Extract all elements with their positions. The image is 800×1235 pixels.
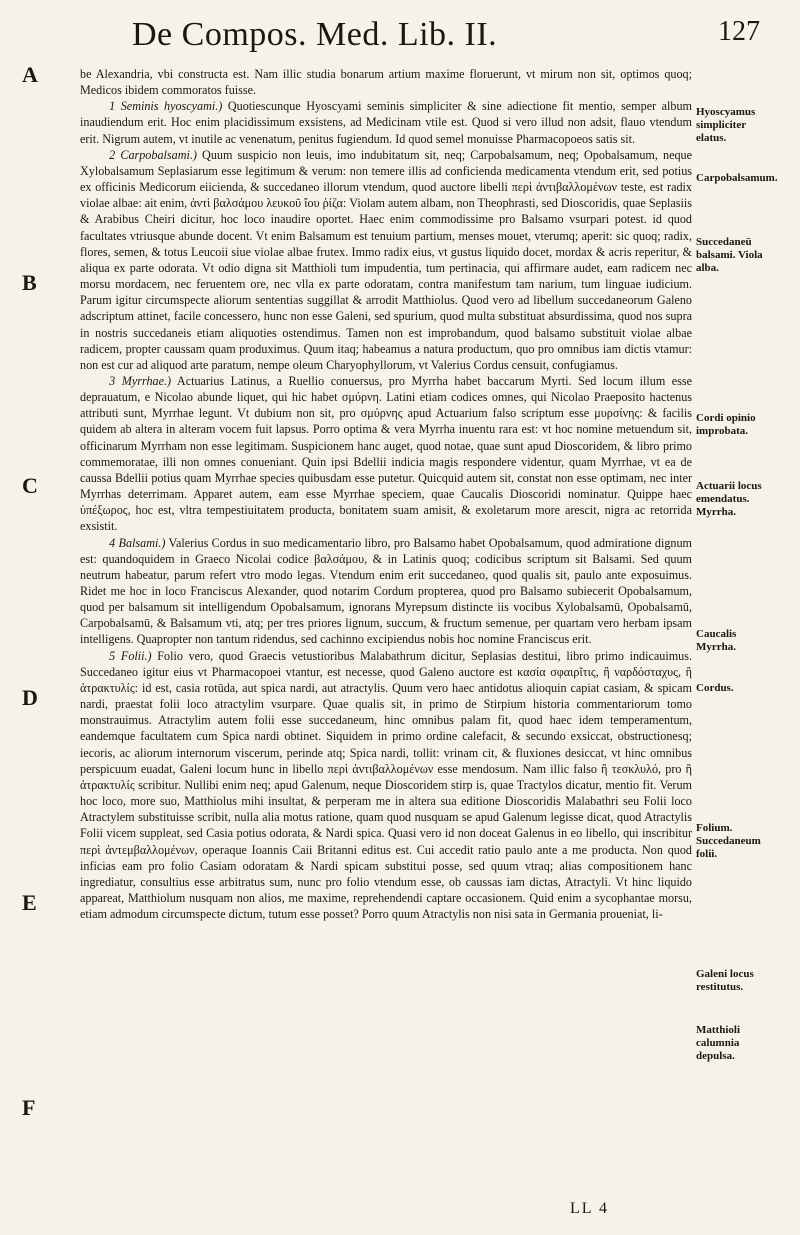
page-header	[80, 10, 760, 62]
section-letter-a: A	[22, 62, 38, 87]
margin-note-galeni-locus: Galeni locus restitutus.	[696, 968, 754, 993]
section-letter-e: E	[22, 890, 37, 915]
page-number: 127	[718, 16, 760, 47]
margin-note-folium: Folium. Succedaneum folii.	[696, 822, 761, 860]
paragraph-lemma: 5 Folii.)	[109, 648, 152, 663]
paragraph-lemma: 2 Carpobalsami.)	[109, 147, 197, 162]
paragraph-myrrhae	[80, 373, 692, 535]
body-text	[80, 66, 692, 922]
margin-note-matthioli: Matthioli calumnia depulsa.	[696, 1024, 740, 1062]
section-letter-c: C	[22, 473, 38, 498]
paragraph-balsami	[80, 535, 692, 648]
paragraph-folii	[80, 648, 692, 923]
paragraph-text: Valerius Cordus in suo medicamentario libro, pro Balsamo habet Opobalsamum, quod admiratione dignum est: quandoquidem in Graeco Nicolai codice βαλσάμου, & in Latinis quoq; codicibus scriptum sit Balsami. Sed quum neutrum habeatur, parum refert vtro modo legas. Vtendum enim erit succedaneo, quod qualis sit, paulo ante exposuimus. Ridet me hoc in loco Franciscus Alexander, quod notarim Cordum propterea, quod pro Balsamo subiecerit Opobalsamum, quod per balsamum sit intelligendum Opobalsamum, ignorans Myrepsum distincte iis vocibus Xylobalsamū, Opobalsamū, Carpobalsamū, & Balsamum vti, atq; per tres priores lignum, succum, & fructum semenue, per quartam vero herbam ipsam intelligens. Quapropter non tantum ridendus, sed cachinno excipiendus nobis hoc nomine Franciscus erit.	[80, 535, 692, 647]
signature-mark: LL 4	[570, 1200, 609, 1217]
paragraph-text: Actuarius Latinus, a Ruellio conuersus, pro Myrrha habet baccarum Myrti. Sed locum illum esse deprauatum, e Nicolao abunde liquet, qui hic habet σμύρνη. Latini etiam codices omnes, qui Nicolao Praeposito hactenus attributi sunt, Myrrhae legunt. Vt dubium non sit, pro σμύρνης apud Actuarium falso scriptum esse μυρσίνης: & facilis quidem ab altera in alteram vocem fuit lapsus. Porro optima & vera Myrrha inuentu rara est: vt hoc nomine metuendum sit, officinarum Myrrham non esse legitimam. Suspicionem hanc auget, quod notae, quae sunt apud Dioscoridem, & libro primo commemoratae, illi non omnes conueniant. Quin ipsi Bdellii indicia magis respondere videntur, quam Myrrhae, vt ea de caussa Bdellii potius quam Myrrhae species quibusdam esse putetur. Quicquid autem sit, constat non esse optimam, nec inter Myrrhas deterrimam. Apparet autem, eam esse Myrrhae speciem, quae Caucalis Dioscoridi nominatur. Quippe haec ὑπέξωρος, hoc est, vltra tempestiuitatem producta, bonitatem suam amisit, & exoletarum more arescit, nigra ac retorrida exsistit.	[80, 373, 693, 534]
paragraph-text: Quotiescunque Hyoscyami seminis simpliciter & sine adiectione fit mentio, semper album inaudiendum erit. Hoc enim placidissimum exsistens, ad Medicinam vtile est. Quod si vero illud non adsit, flauo vtendum erit. Nigrum autem, vt inutile ac venenatum, penitus fugiendum. Id quod semel monuisse Pharmacopoeos satis sit.	[80, 99, 692, 146]
paragraph-text: Quum suspicio non leuis, imo indubitatum sit, neq; Carpobalsamum, neq; Opobalsamum, neque Xylobalsamum Seplasiarum esse legitimum & verum: non temere illis ad conficienda medicamenta vtendum erit, sed potius ex officinis Medicorum eiicienda, & succedaneo illorum vtendum, quod auctore libelli περὶ ἀντιβαλλομένων teste, est radix violae albae: ait enim, ἀντὶ βαλσάμου λευκοῦ ἴου ῥίζα: Violam autem albam, non Theophrasti, sed Dioscoridis, quae Seplasiis & Arabibus Cheiri dicitur, hoc loco inaudire oportet. Haec enim commodissime pro Balsamo vsurpari potest. id quod facultates vtriusque abunde docent. Vt enim Balsamum est tenuium partium, menses mouet, vterumq; aperit: sic quoq; radix, flores, semen, & totus Leucoii siue violae albae frutex. Immo radix eius, vt gustus liquido docet, mordax & acris reperitur, & aliqua ex parte odorata. Vt odio digna sit Matthioli tum impudentia, tum pertinacia, qui affirmare audet, eam radicem nec morsu mordacem, nec feruentem ore, nec vlla ex parte odoratam, contra manifestum tam narium, tum linguae iudicium. Parum igitur circumspecte aliorum sententias suggillat & arrodit Matthiolus. Quod vero ad libellum succedaneorum Galeno adscriptum attinet, facile concessero, hunc non esse Galeni, sed spurium, quod multa substituat absurdissima, quod nos supra in nostris succedaneis etiam aliquoties ostendimus. Tamen non est improbandum, quod balsamo substituit violae albae radicem, propter caussam quam produximus. Quum itaq; habeamus a natura productum, quo pro omnibus iam dictis vtamur: non est cur ad aliquod arte paratum, nempe oleum Charyophyllorum, vt Valerius Cordus censuit, confugiamus.	[80, 147, 692, 372]
section-letter-b: B	[22, 270, 37, 295]
paragraph-lemma: 1 Seminis hyoscyami.)	[109, 99, 223, 114]
paragraph-lemma: 3 Myrrhae.)	[109, 373, 172, 388]
margin-note-hyoscyamus: Hyoscyamus simpliciter elatus.	[696, 106, 756, 144]
paragraph-text: Folio vero, quod Graecis vetustioribus Malabathrum dicitur, Seplasias destitui, libro primo indicauimus. Succedaneo igitur eius vt Pharmacopoei vtantur, est necesse, quod Galeno auctore est κασία σφαιρῖτις, ἢ ναρδόσταχυς, ἢ ἀτρακτυλίς: id est, casia rotūda, aut spica nardi, aut atractylis. Quum vero haec antidotus alioquin capiat casiam, & spicam nardi, praestat folii loco atractylim vsurpare. Quae qualis sit, in primo de Stirpium historia commentariorum tomo monstrauimus. Atractylim autem folii esse succedaneum, hinc omnibus palam fit, quod haec idem temperamentum, eandemque facultatem cum Spica nardi obtinet. Siquidem in primo ordine calefacit, & secundo exsiccat, obstructionesq; iecoris, ac aliorum internorum viscerum, perinde atq; Spica nardi, tollit: vrinam cit, & fluxiones desiccat, vt hinc omnibus perspicuum euadat, Galeni locum hunc in libello περὶ ἀντιβαλλομένων esse mendosum. Nam illic falso ἢ τεσκλυλό, pro ἢ ἀτρακτυλίς scribitur. Nullibi enim neq; apud Galenum, neque Dioscoridem stirp is, quae Tractylos dicatur, mentio fit. Verum hoc loco, more suo, Matthiolus mihi insultat, & perperam me in altera sua editione Dioscoridis Malabathri seu Folii loco Atractylem substituisse scribit, nulla alia motus ratione, quam quod nusquam se apud Galenum legisse dicat, quod Atractylis Folii vicem suppleat, sed Casia potius odorata, & Nardi spica. Quasi vero id non doceat Galenus in eo libello, qui inscribitur περὶ ἀντεμβαλλομένων, operaque Ioannis Caii Britanni editus est. Cui accedit ratio paulo ante a me producta. Non quod inficias eam pro folio Casiam odoratam & Nardi spicam substitui posse, sed quum vtraq; alias compositionem hanc ingrediatur, consultius esse arbitratus sum, nunc pro folio vtendum esse, ob caussas iam dictas, Atractyli. Vt hinc liquido appareat, Matthiolum nusquam non alios, me maxime, reprehendendi captare occasionem. Quid enim a sycophantae morsu, etiam admodum circumspecte dictum, tutum esse posset? Porro quum Atractylis non nisi sata in Germania proueniat, li-	[80, 648, 692, 922]
margin-note-carpobalsamum: Carpobalsamum.	[696, 172, 778, 184]
margin-note-actuarii-locus: Actuarii locus emendatus. Myrrha.	[696, 480, 762, 518]
paragraph-lemma: 4 Balsami.)	[109, 535, 166, 550]
margin-note-caucalis: Caucalis Myrrha.	[696, 628, 737, 653]
margin-note-cordus: Cordus.	[696, 682, 734, 694]
paragraph-carpobalsami	[80, 147, 692, 373]
running-title: De Compos. Med. Lib. II.	[132, 16, 498, 53]
margin-note-succedaneum-balsami: Succedaneū balsami. Viola alba.	[696, 236, 763, 274]
paragraph-text: be Alexandria, vbi constructa est. Nam illic studia bonarum artium maxime floruerunt, vt mirum non sit, optimos quoq; Medicos ibidem commoratos fuisse.	[80, 67, 692, 98]
margin-note-cordi-opinio: Cordi opinio improbata.	[696, 412, 756, 437]
section-letter-d: D	[22, 685, 38, 710]
section-letter-f: F	[22, 1095, 36, 1120]
paragraph-continuation	[80, 66, 692, 98]
paragraph-seminis-hyoscyami	[80, 98, 692, 146]
